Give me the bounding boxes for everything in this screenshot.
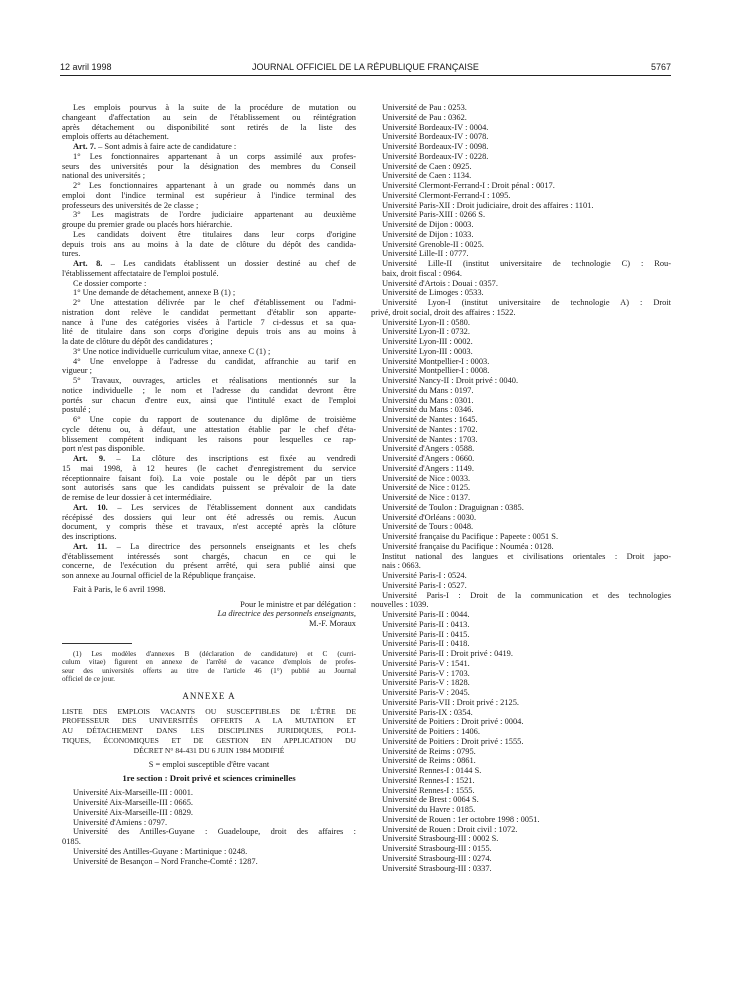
signature-block xyxy=(62,600,356,629)
footnote-rule xyxy=(62,643,132,644)
list-item: Université du Havre : 0185. xyxy=(382,805,476,814)
done-at: Fait à Paris, le 6 avril 1998. xyxy=(73,585,166,595)
signature-name: M.-F. Moraux xyxy=(308,619,356,628)
text-line: 3° Une notice individuelle curriculum vitae, annexe C (1) ; xyxy=(73,346,271,356)
list-item: Université du Mans : 0301. xyxy=(382,395,474,405)
list-item: Université de Dijon : 0003. xyxy=(382,220,474,229)
list-item: Université de Caen : 1134. xyxy=(382,171,472,181)
list-item: Université d'Angers : 0660. xyxy=(382,454,475,463)
text-line: 1° Une demande de détachement, annexe B (1) ; xyxy=(73,288,236,298)
list-item: Université Paris-I : Droit de la communication et des technologies xyxy=(382,590,671,600)
list-item: nais : 0663. xyxy=(382,561,421,571)
list-item: Université de Tours : 0048. xyxy=(382,522,474,532)
text-line: après détachement ou disponibilité sont retirés de la liste des xyxy=(62,122,356,132)
list-item: Université Montpellier-I : 0003. xyxy=(382,356,490,366)
text-line: professeurs des universités de 2e classe ; xyxy=(62,200,199,210)
text-line: de remise de leur dossier à cet intermédiaire. xyxy=(62,493,212,502)
text-line: 2° Une attestation délivrée par le chef d'établissement ou l'admi- xyxy=(73,298,356,307)
list-item: Université Strasbourg-III : 0155. xyxy=(382,844,492,853)
list-item: Université de Pau : 0362. xyxy=(382,112,467,122)
list-item: Université Paris-II : 0418. xyxy=(382,639,470,649)
article-label: Art. 11. xyxy=(73,541,108,551)
entry-list-right xyxy=(371,103,671,873)
list-item: Université Lyon-I (institut universitaire de technologie A) : Droit xyxy=(382,298,671,307)
page-header xyxy=(60,61,671,73)
list-item: Institut national des langues et civilisations orientales : Droit japo- xyxy=(382,551,671,561)
entry-list-left xyxy=(62,788,356,866)
text-line: emplois offerts au détachement. xyxy=(62,132,169,142)
text-line: nistration dont relève le candidat permettant d'établir son apparte- xyxy=(62,307,356,317)
text-line: lité de titulaire dans son corps d'origine depuis trois ans au moins à xyxy=(62,327,356,337)
text-line: depuis trois ans au moins à la date de clôture du dépôt des candida- xyxy=(62,239,356,249)
list-item: Université de Poitiers : Droit privé : 0004. xyxy=(382,717,524,727)
list-item: baix, droit fiscal : 0964. xyxy=(382,268,463,278)
right-column xyxy=(371,103,671,873)
article-first-line xyxy=(62,542,356,552)
list-item: Université Strasbourg-III : 0337. xyxy=(382,863,492,873)
list-item: Université des Antilles-Guyane : Martinique : 0248. xyxy=(73,846,248,856)
list-item: Université de Caen : 0925. xyxy=(382,161,472,171)
list-item: Université Paris-II : 0415. xyxy=(382,629,470,639)
article-10 xyxy=(62,503,356,542)
text-line: récépissé des dossiers qui leur ont été adressés ou remis. Aucun xyxy=(62,512,356,522)
list-item: Université Aix-Marseille-III : 0001. xyxy=(73,788,194,798)
header-title: JOURNAL OFFICIEL DE LA RÉPUBLIQUE FRANÇAISE xyxy=(252,62,479,72)
caption-line: AU DÉTACHEMENT DANS LES DISCIPLINES JURIDIQUES, POLI- xyxy=(62,726,356,736)
section-title-text: 1re section : Droit privé et sciences criminelles xyxy=(122,774,296,784)
text-line: postulé ; xyxy=(62,405,91,415)
text-line: réceptionnaire faisant foi). La voie postale ou le dépôt par un tiers xyxy=(62,473,356,483)
text-line: Ce dossier comporte : xyxy=(73,278,147,288)
list-item: Université Strasbourg-III : 0002 S. xyxy=(382,834,499,844)
list-item: Université du Mans : 0197. xyxy=(382,385,474,395)
legend: S = emploi susceptible d'être vacant xyxy=(148,759,270,769)
list-item: Université de Nice : 0125. xyxy=(382,483,471,493)
list-item: Université française du Pacifique : Papeete : 0051 S. xyxy=(382,532,559,541)
list-item: Université de Nantes : 1703. xyxy=(382,434,478,444)
list-item: Université Rennes-I : 0144 S. xyxy=(382,766,482,775)
list-item: Université Paris-IX : 0354. xyxy=(382,707,473,717)
list-item: Université Paris-I : 0527. xyxy=(382,580,467,590)
text-line: nance à l'une des catégories visées à l'article 7 ci-dessus et sa qua- xyxy=(62,317,356,327)
spacer xyxy=(62,683,356,692)
list-item: Université Paris-V : 1541. xyxy=(382,658,470,668)
caption-line: DÉCRET N° 84-431 DU 6 JUIN 1984 MODIFIÉ xyxy=(133,745,285,755)
list-item: Université d'Artois : Douai : 0357. xyxy=(382,278,498,288)
article-9 xyxy=(62,454,356,503)
text-line: notice individuelle ; le nom et l'adresse du candidat devront être xyxy=(62,385,356,395)
list-item: Université des Antilles-Guyane : Guadeloupe, droit des affaires : xyxy=(73,827,356,837)
list-item: Université Lyon-II : 0580. xyxy=(382,317,470,327)
list-item: Université d'Angers : 1149. xyxy=(382,463,474,473)
article-text: – Les candidats établissent un dossier destiné au chef de xyxy=(102,259,356,268)
list-item: Université de Dijon : 1033. xyxy=(382,229,474,239)
article-7 xyxy=(62,142,356,259)
section-title xyxy=(62,774,356,784)
header-page-number: 5767 xyxy=(650,62,671,72)
article-first-line xyxy=(62,454,356,464)
article-8 xyxy=(62,259,356,454)
signature-title: La directrice des personnels enseignants, xyxy=(217,609,356,619)
list-item: Université Montpellier-I : 0008. xyxy=(382,366,490,376)
text-line: seurs des universités pour la désignation des membres du Conseil xyxy=(62,161,356,171)
list-item: Université Paris-V : 1828. xyxy=(382,678,470,688)
intro-paragraph xyxy=(62,103,356,142)
caption-line: TIQUES, ÉCONOMIQUES ET DE GESTION EN APPLICATION DU xyxy=(62,735,356,745)
list-item: Université Nancy-II : Droit privé : 0040. xyxy=(382,376,519,385)
article-text: – La directrice des personnels enseignants et les chefs xyxy=(107,541,356,551)
text-line: 15 mai 1998, à 12 heures (le cachet d'enregistrement du service xyxy=(62,463,356,473)
footnote xyxy=(62,650,356,684)
list-item: Université Clermont-Ferrand-I : 1095. xyxy=(382,190,511,200)
list-item: Université Lyon-III : 0003. xyxy=(382,346,473,356)
list-item: Université Paris-V : 1703. xyxy=(382,668,470,678)
list-item: Université de Pau : 0253. xyxy=(382,103,467,112)
list-item: Université Bordeaux-IV : 0004. xyxy=(382,122,489,132)
list-item: Université Bordeaux-IV : 0078. xyxy=(382,132,489,142)
list-item: Université Strasbourg-III : 0274. xyxy=(382,853,492,863)
text-line: port n'est pas disponible. xyxy=(62,444,145,454)
article-first-line xyxy=(62,259,356,269)
text-line: la date de clôture du dépôt des candidatures ; xyxy=(62,337,213,346)
text-line: tures. xyxy=(62,249,81,259)
list-item: Université de Nice : 0137. xyxy=(382,493,471,502)
article-label: Art. 9. xyxy=(73,454,106,463)
article-label: Art. 8. xyxy=(73,259,103,268)
list-item: Université du Mans : 0346. xyxy=(382,405,474,415)
footnote-line: officiel de ce jour. xyxy=(62,674,115,683)
text-line: 6° Une copie du rapport de soutenance du diplôme de troisième xyxy=(73,415,356,424)
list-item: Université de Nantes : 1645. xyxy=(382,415,478,424)
list-item: Université de Toulon : Draguignan : 0385. xyxy=(382,502,524,512)
list-item: Université Paris-XII : Droit judiciaire, droit des affaires : 1101. xyxy=(382,200,594,210)
footnote-line: seur des universités offerts au titre de l'article 46 (1°) publié au Journal xyxy=(62,666,356,675)
list-item: Université Grenoble-II : 0025. xyxy=(382,239,484,249)
list-item: Université d'Orléans : 0030. xyxy=(382,512,477,522)
text-line: d'établissement intéressés sont chargés, chacun en ce qui le xyxy=(62,551,356,561)
list-item: Université de Reims : 0861. xyxy=(382,756,476,766)
list-item: Université Lille-II (institut universitaire de technologie C) : Rou- xyxy=(382,259,671,268)
list-item: Université d'Amiens : 0797. xyxy=(73,817,168,827)
caption-line: LISTE DES EMPLOIS VACANTS OU SUSCEPTIBLES DE L'ÊTRE DE xyxy=(62,706,356,716)
list-item: Université de Nice : 0033. xyxy=(382,473,471,483)
text-line: concerne, de l'exécution du présent arrêté, qui sera publié ainsi que xyxy=(62,561,356,571)
list-item: Université de Nantes : 1702. xyxy=(382,424,478,434)
text-line: blissement compétent indiquant les raisons pour lesquelles ce rap- xyxy=(62,434,356,444)
header-rule xyxy=(60,75,671,76)
list-item: Université de Reims : 0795. xyxy=(382,746,476,756)
header-date: 12 avril 1998 xyxy=(60,62,112,72)
article-first-line xyxy=(62,503,356,513)
text-line: cycle détenu ou, à défaut, une attestation établie par le chef d'éta- xyxy=(62,424,356,434)
list-item: privé, droit social, droit des affaires : 1522. xyxy=(371,307,516,317)
left-column xyxy=(62,103,356,866)
article-first-line xyxy=(62,142,356,152)
annexe-caption xyxy=(62,707,356,756)
text-line: vigueur ; xyxy=(62,366,93,376)
text-line: emploi dont l'indice terminal est supérieur à l'indice terminal des xyxy=(62,190,356,200)
list-item: Université Lille-II : 0777. xyxy=(382,249,469,259)
footnote-line: culum vitae) figurent en annexe de l'arrêté de vacance d'emplois de profes- xyxy=(62,658,356,667)
text-line: changeant d'affectation au sein de l'établissement ou réintégration xyxy=(62,112,356,122)
list-item: Université française du Pacifique : Nouméa : 0128. xyxy=(382,541,554,551)
text-line: Les emplois pourvus à la suite de la procédure de mutation ou xyxy=(73,103,356,112)
list-item: Université Lyon-III : 0002. xyxy=(382,337,473,346)
text-line: son annexe au Journal officiel de la République française. xyxy=(62,571,256,580)
list-item: Université Clermont-Ferrand-I : Droit pénal : 0017. xyxy=(382,181,555,190)
list-item: Université de Besançon – Nord Franche-Comté : 1287. xyxy=(73,856,258,866)
list-item: Université Paris-V : 2045. xyxy=(382,688,470,697)
text-line: national des universités ; xyxy=(62,171,146,181)
article-text: – Les services de l'établissement donnent aux candidats xyxy=(107,502,356,512)
article-text: – Sont admis à faire acte de candidature : xyxy=(96,142,237,151)
caption-line: PROFESSEUR DES UNIVERSITÉS OFFERTS A LA MUTATION ET xyxy=(62,716,356,726)
article-11 xyxy=(62,542,356,581)
list-item: Université Rennes-I : 1521. xyxy=(382,775,475,785)
text-line: des inscriptions. xyxy=(62,532,117,541)
text-line: 4° Une enveloppe à l'adresse du candidat, affranchie au tarif en xyxy=(73,356,356,366)
text-line: Les candidats doivent être titulaires dans leur corps d'origine xyxy=(73,229,356,239)
list-item: Université Paris-II : 0413. xyxy=(382,619,470,629)
annexe-title: ANNEXE A xyxy=(182,692,236,702)
list-item: Université Paris-II : Droit privé : 0419. xyxy=(382,649,513,658)
text-line: 2° Les fonctionnaires appartenant à un grade ou nommés dans un xyxy=(73,181,356,190)
list-item: Université Bordeaux-IV : 0098. xyxy=(382,142,489,151)
list-item: Université de Rouen : 1er octobre 1998 : 0051. xyxy=(382,814,540,824)
article-label: Art. 10. xyxy=(73,502,108,512)
list-item: Université Aix-Marseille-III : 0829. xyxy=(73,807,194,817)
list-item: nouvelles : 1039. xyxy=(371,600,429,610)
list-item: Université Rennes-I : 1555. xyxy=(382,785,475,795)
text-line: document, y compris thèse et travaux, n'est accepté après la clôture xyxy=(62,522,356,532)
list-item: Université de Poitiers : 1406. xyxy=(382,727,480,736)
article-label: Art. 7. xyxy=(73,142,97,151)
text-line: sont autorisés sans que les candidats puissent se prévaloir de la date xyxy=(62,483,356,493)
footnote-line: (1) Les modèles d'annexes B (déclaration de candidature) et C (curri- xyxy=(73,649,356,658)
list-item: 0185. xyxy=(62,837,81,847)
list-item: Université Lyon-II : 0732. xyxy=(382,327,470,337)
signature-line: Pour le ministre et par délégation : xyxy=(240,599,356,609)
list-item: Université Paris-I : 0524. xyxy=(382,571,467,580)
text-line: 3° Les magistrats de l'ordre judiciaire appartenant au deuxième xyxy=(73,210,356,220)
text-line: 5° Travaux, ouvrages, articles et réalisations mentionnés sur la xyxy=(73,376,356,385)
text-line: portés sur chacun d'entre eux, ainsi que l'intitulé exact de l'emploi xyxy=(62,395,356,405)
list-item: Université d'Angers : 0588. xyxy=(382,444,475,454)
text-line: 1° Les fonctionnaires appartenant à un corps assimilé aux profes- xyxy=(73,151,356,161)
list-item: Université Paris-VII : Droit privé : 2125. xyxy=(382,697,519,707)
list-item: Université de Brest : 0064 S. xyxy=(382,795,479,805)
list-item: Université Paris-XIII : 0266 S. xyxy=(382,210,486,220)
text-line: groupe du premier grade ou placés hors hiérarchie. xyxy=(62,220,233,229)
text-line: l'établissement affectataire de l'emploi postulé. xyxy=(62,268,219,278)
list-item: Université de Rouen : Droit civil : 1072. xyxy=(382,824,518,834)
list-item: Université de Poitiers : Droit privé : 1555. xyxy=(382,736,524,746)
list-item: Université de Limoges : 0533. xyxy=(382,288,484,298)
list-item: Université Bordeaux-IV : 0228. xyxy=(382,151,489,161)
list-item: Université Aix-Marseille-III : 0665. xyxy=(73,798,194,808)
list-item: Université Paris-II : 0044. xyxy=(382,610,470,619)
article-text: – La clôture des inscriptions est fixée au vendredi xyxy=(105,454,356,463)
